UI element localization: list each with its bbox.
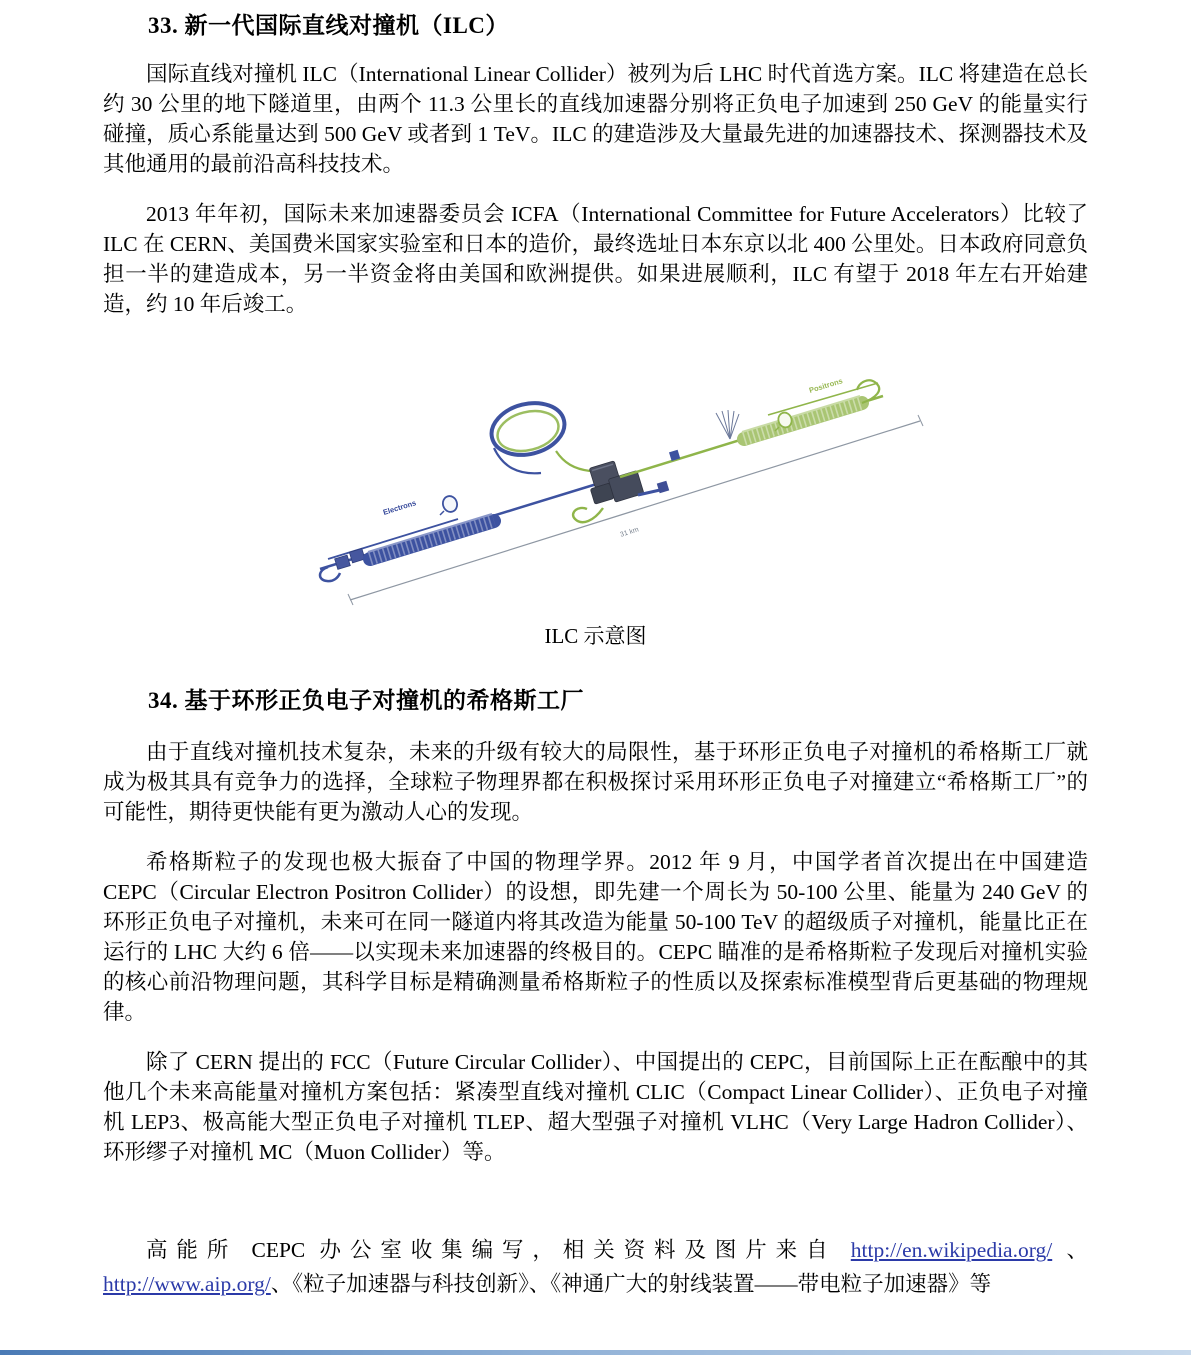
section-34-paragraph-3: 除了 CERN 提出的 FCC（Future Circular Collider）、中国提出的 CEPC，目前国际上正在酝酿中的其他几个未来高能量对撞机方案包括：紧凑型直线对撞机 CLIC（Compact Linear Collider）、正负电子对撞机 LEP3、极高能大型正负电子对撞机 TLEP、超大型强子对撞机 VLHC（Very Large Hadron Collider）、环形缪子对撞机 MC（Muon Collider）等。 [103,1050,1088,1164]
positrons-label: Positrons [807,376,844,395]
page-bottom-edge-strip [0,1350,1191,1355]
figure-caption: ILC 示意图 [544,624,647,648]
dimension-line [348,415,923,605]
positron-transfer-loop [573,508,603,522]
attribution-line-1 [103,1233,1088,1267]
aip-link[interactable]: http://www.aip.org/ [103,1272,271,1296]
electrons-label: Electrons [381,498,418,517]
electron-loop-icon [440,494,459,515]
ilc-figure [298,363,934,609]
section-34-paragraph-1: 由于直线对撞机技术复杂，未来的升级有较大的局限性，基于环形正负电子对撞机的希格斯工厂就成为极其具有竞争力的选择，全球粒子物理界都在积极探讨采用环形正负电子对撞建立“希格斯工厂”的可能性，期待更快能有更为激动人心的发现。 [103,740,1088,824]
attribution-separator: 、 [1052,1238,1088,1262]
dimension-label: 31 km [619,526,640,539]
attribution-lead-text: 高能所 CEPC 办公室收集编写，相关资料及图片来自 [146,1238,851,1262]
attribution-line-2 [103,1267,1088,1301]
attribution-tail-text: 、《粒子加速器与科技创新》、《神通广大的射线装置——带电粒子加速器》等 [270,1272,992,1296]
attribution-footer [103,1233,1088,1301]
section-34-heading: 34. 基于环形正负电子对撞机的希格斯工厂 [148,688,584,713]
undulator-fan-icon [716,410,739,439]
section-33-paragraph-1: 国际直线对撞机 ILC（International Linear Collider）被列为后 LHC 时代首选方案。ILC 将建造在总长约 30 公里的地下隧道里，由两个 11.3 公里长的直线加速器分别将正负电子加速到 250 GeV 的能量实行碰撞，质心系能量达到 500 GeV 或者到 1 TeV。ILC 的建造涉及大量最先进的加速器技术、探测器技术及其他通用的最前沿高科技技术。 [103,62,1088,176]
ilc-schematic-figure [298,363,934,609]
wikipedia-link[interactable]: http://en.wikipedia.org/ [850,1238,1053,1262]
detector [584,455,644,508]
section-34-paragraph-2: 希格斯粒子的发现也极大振奋了中国的物理学界。2012 年 9 月，中国学者首次提出在中国建造 CEPC（Circular Electron Positron Collider）的设想，即先建一个周长为 50-100 公里、能量为 240 GeV 的环形正负电子对撞机，未来可在同一隧道内将其改造为能量 50-100 TeV 的超级质子对撞机，能量比正在运行的 LHC 大约 6 倍——以实现未来加速器的终极目的。CEPC 瞄准的是希格斯粒子发现后对撞机实验的核心前沿物理问题，其科学目标是精确测量希格斯粒子的性质以及探索标准模型背后更基础的物理规律。 [103,850,1088,1024]
section-33-paragraph-2: 2013 年年初，国际未来加速器委员会 ICFA（International Committee for Future Accelerators）比较了 ILC 在 CERN、美国费米国家实验室和日本的造价，最终选址日本东京以北 400 公里处。日本政府同意负担一半的建造成本，另一半资金将由美国和欧洲提供。如果进展顺利，ILC 有望于 2018 年左右开始建造，约 10 年后竣工。 [103,202,1088,316]
section-33-heading: 33. 新一代国际直线对撞机（ILC） [148,13,509,38]
positron-linac [620,376,883,477]
electron-linac [320,483,600,581]
damping-ring [486,396,590,474]
